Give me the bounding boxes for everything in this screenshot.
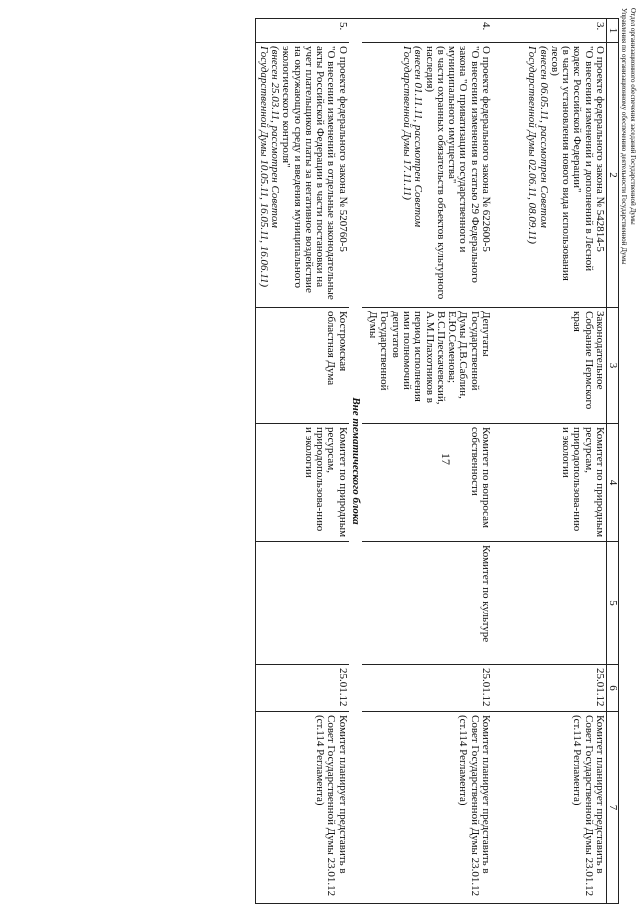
draft-law-title: О проекте федерального закона № 622600-5: [480, 46, 492, 252]
date-cell: 25.01.12: [256, 665, 349, 712]
page-number: 17: [439, 453, 453, 465]
row-number: 4.: [362, 19, 492, 43]
draft-law-note: (внесен 01.11.11, рассмотрен Советом Государственной Думы 17.11.11): [400, 46, 425, 228]
committee-cell: Комитет по вопросам собственности: [362, 424, 492, 542]
draft-law-title: О проекте федерального закона № 520760-5: [336, 46, 349, 252]
row-number: 5.: [256, 19, 349, 43]
draft-law-name: "О внесении изменений в отдельные законодательные акты Российской Федерации в части постановки на учет плательщиков платы за негативное воздействие на окружающую среду и введения муниципального экологического контроля": [280, 46, 338, 300]
draft-law-cell: [492, 43, 607, 308]
table-header: [607, 19, 619, 904]
committee-cell: Комитет по природным ресурсам, природопользова-нию и экологии: [256, 424, 349, 542]
author-cell: Депутаты Государственной Думы Д.В.Саблин, Е.Ю.Семенова; В.С.Плескачевский, А.М.Плахотников в период исполнения ими полномочий депутатов Государственной Думы: [362, 308, 492, 424]
agenda-table: [255, 18, 619, 904]
co-committee-cell: Комитет по культуре: [362, 542, 492, 665]
column-header: 3: [607, 308, 619, 424]
column-header: 1: [607, 19, 619, 43]
action-cell: Комитет планирует представить в Совет Государственной Думы 23.01.12 (ст.114 Регламента): [362, 712, 492, 904]
author-cell: Костромская областная Дума: [256, 308, 349, 424]
column-header: 2: [607, 43, 619, 308]
footer-line-1: Отдел организационного обеспечения заседаний Государственной Думы: [629, 8, 637, 225]
section-row: [349, 19, 362, 904]
committee-cell: Комитет по природным ресурсам, природопользова-нию и экологии: [492, 424, 607, 542]
draft-law-note: (внесен 06.05.11, рассмотрен Советом Государственной Думы 02.06.11, 08.09.11): [526, 46, 550, 244]
date-cell: 25.01.12: [362, 665, 492, 712]
action-cell: Комитет планирует представить в Совет Государственной Думы 23.01.12 (ст.114 Регламента): [492, 712, 607, 904]
draft-law-scope: (в части установления нового вида использования лесов): [548, 46, 573, 281]
draft-law-title: О проекте федерального закона № 542814-5: [594, 46, 606, 252]
footer-line-2: Управления по организационному обеспечению деятельности Государственной Думы: [620, 8, 629, 265]
column-header: 7: [607, 712, 619, 904]
draft-law-scope: (в части охранных обязательств объектов культурного наследия): [423, 46, 447, 300]
table-row: [256, 19, 349, 904]
row-number: 3.: [492, 19, 607, 43]
section-title: Вне тематического блока: [349, 19, 362, 904]
column-header: 4: [607, 424, 619, 542]
co-committee-cell: [492, 542, 607, 665]
draft-law-cell: [256, 43, 349, 308]
column-header: 5: [607, 542, 619, 665]
table-row: [362, 19, 492, 904]
author-cell: Законодательное Собрание Пермского края: [492, 308, 607, 424]
column-header: 6: [607, 665, 619, 712]
action-cell: Комитет планирует представить в Совет Государственной Думы 23.01.12 (ст.114 Регламента): [256, 712, 349, 904]
footer: [620, 8, 637, 264]
table-row: [492, 19, 607, 904]
co-committee-cell: [256, 542, 349, 665]
draft-law-name: "О внесении изменения в статью 29 Федерального закона "О приватизации государственного и муниципального имущества": [446, 46, 481, 283]
draft-law-name: "О внесении изменений и дополнений в Лесной кодекс Российской Федерации": [571, 46, 595, 272]
draft-law-note: (внесен 25.03.11, рассмотрен Советом Государственной Думы 10.05.11, 16.05.11, 16.06.11): [257, 46, 281, 288]
draft-law-cell: [362, 43, 492, 308]
date-cell: 25.01.12: [492, 665, 607, 712]
